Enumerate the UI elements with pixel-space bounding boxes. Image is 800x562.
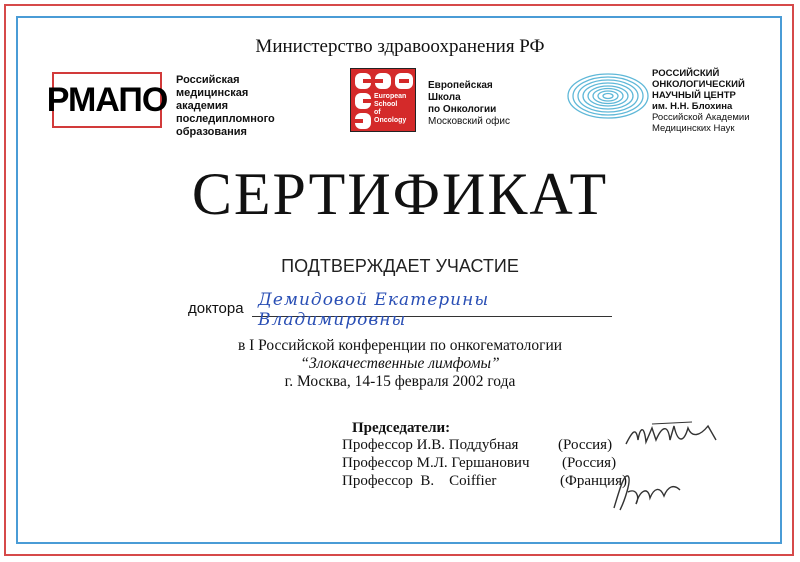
eso-logo: [350, 68, 416, 132]
blokhin-description: [652, 68, 750, 134]
eso-logo-line: European: [374, 93, 407, 100]
eso-logo-line: of: [374, 109, 381, 116]
doctor-label: доктора: [188, 300, 244, 317]
eso-logo-words: [374, 93, 406, 125]
doctor-name-handwritten: Демидовой Екатерины Владимировны: [258, 290, 490, 330]
rmapo-desc-line: медицинская: [176, 87, 249, 99]
eso-desc-line: Школа: [428, 92, 461, 103]
conference-line-1: в I Российской конференции по онкогематологии: [237, 337, 563, 354]
rmapo-desc-line: последипломного: [176, 113, 275, 125]
rmapo-desc-line: образования: [176, 126, 247, 138]
rmapo-logo-text: РМАПО: [46, 80, 168, 119]
blokhin-desc-line: НАУЧНЫЙ ЦЕНТР: [652, 90, 736, 101]
chairs-title: Председатели:: [352, 420, 451, 436]
signature-2: [606, 468, 686, 516]
blokhin-desc-line: РОССИЙСКИЙ: [652, 68, 720, 79]
rmapo-desc-line: Российская: [176, 74, 240, 86]
eso-desc-line: по Онкологии: [428, 104, 497, 115]
chair-name: Профессор В. Coiffier: [342, 473, 497, 489]
eso-office: Московский офис: [428, 116, 510, 127]
conference-name: “Злокачественные лимфомы”: [300, 355, 500, 372]
blokhin-desc-line: им. Н.Н. Блохина: [652, 101, 733, 112]
blokhin-desc-line: Медицинских Наук: [652, 123, 735, 134]
eso-desc-line: Европейская: [428, 80, 493, 91]
rmapo-description: [176, 74, 275, 139]
chair-country: (Россия): [558, 437, 613, 453]
signature-1: [622, 414, 722, 454]
blokhin-desc-line: ОНКОЛОГИЧЕСКИЙ: [652, 79, 745, 90]
rmapo-logo: [46, 72, 168, 128]
blokhin-rings-logo: [566, 72, 650, 120]
eso-logo-line: Oncology: [374, 117, 407, 124]
confirms-participation: ПОДТВЕРЖДАЕТ УЧАСТИЕ: [281, 256, 519, 276]
blokhin-desc-line: Российской Академии: [652, 112, 750, 123]
conference-place-date: г. Москва, 14-15 февраля 2002 года: [284, 373, 516, 390]
chair-name: Профессор И.В. Поддубная: [342, 437, 519, 453]
rmapo-desc-line: академия: [176, 100, 229, 112]
chair-name: Профессор М.Л. Гершанович: [342, 455, 530, 471]
eso-description: [428, 80, 510, 128]
ministry-heading: Министерство здравоохранения РФ: [255, 36, 545, 57]
eso-logo-line: School: [374, 101, 398, 108]
chair-country: (Россия): [562, 455, 617, 471]
certificate-title: СЕРТИФИКАТ: [191, 161, 609, 227]
chair-country: (Франция): [560, 473, 627, 489]
